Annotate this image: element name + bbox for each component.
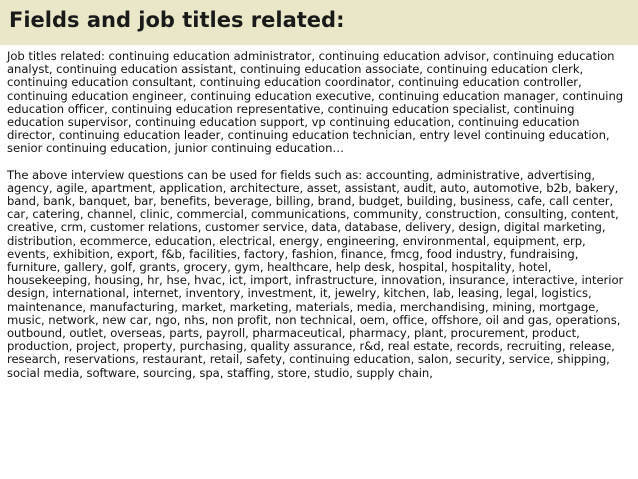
slide-title: Fields and job titles related: bbox=[9, 8, 345, 32]
fields-paragraph: The above interview questions can be used for fields such as: accounting, administrative, advertising, agency, agile, apartment, application, architecture, asset, assistant, audit, auto, automotive, b2b, bakery, band, bank, banquet, bar, benefits, beverage, billing, brand, budget, building, business, cafe, call center, car, catering, channel, clinic, commercial, communications, community, construction, consulting, content, creative, crm, customer relations, customer service, data, database, delivery, design, digital marketing, distribution, ecommerce, education, electrical, energy, engineering, environmental, equipment, erp, events, exhibition, export, f&b, facilities, factory, fashion, finance, fmcg, food industry, fundraising, furniture, gallery, golf, grants, grocery, gym, healthcare, help desk, hospital, hospitality, hotel, housekeeping, housing, hr, hse, hvac, ict, import, infrastructure, innovation, insurance, interactive, interior design, international, internet, inventory, investment, it, jewelry, kitchen, lab, leasing, legal, logistics, maintenance, manufacturing, market, marketing, materials, media, merchandising, mining, mortgage, music, network, new car, ngo, nhs, non profit, non technical, oem, office, offshore, oil and gas, operations, outbound, outlet, overseas, parts, payroll, pharmaceutical, pharmacy, plant, procurement, product, production, project, property, purchasing, quality assurance, r&d, real estate, records, recruiting, release, research, reservations, restaurant, retail, safety, continuing education, salon, security, service, shipping, social media, software, sourcing, spa, staffing, store, studio, supply chain, bbox=[7, 167, 624, 380]
job-titles-paragraph: Job titles related: continuing education administrator, continuing education advisor, continuing education analyst, continuing education assistant, continuing education associate, continuing education clerk, continuing education consultant, continuing education coordinator, continuing education controller, continuing education engineer, continuing education executive, continuing education manager, continuing education officer, continuing education representative, continuing education specialist, continuing education supervisor, continuing education support, vp continuing education, continuing education director, continuing education leader, continuing education technician, entry level continuing education, senior continuing education, junior continuing education… bbox=[7, 49, 624, 156]
slide-body bbox=[7, 50, 631, 380]
title-bar bbox=[0, 0, 638, 45]
